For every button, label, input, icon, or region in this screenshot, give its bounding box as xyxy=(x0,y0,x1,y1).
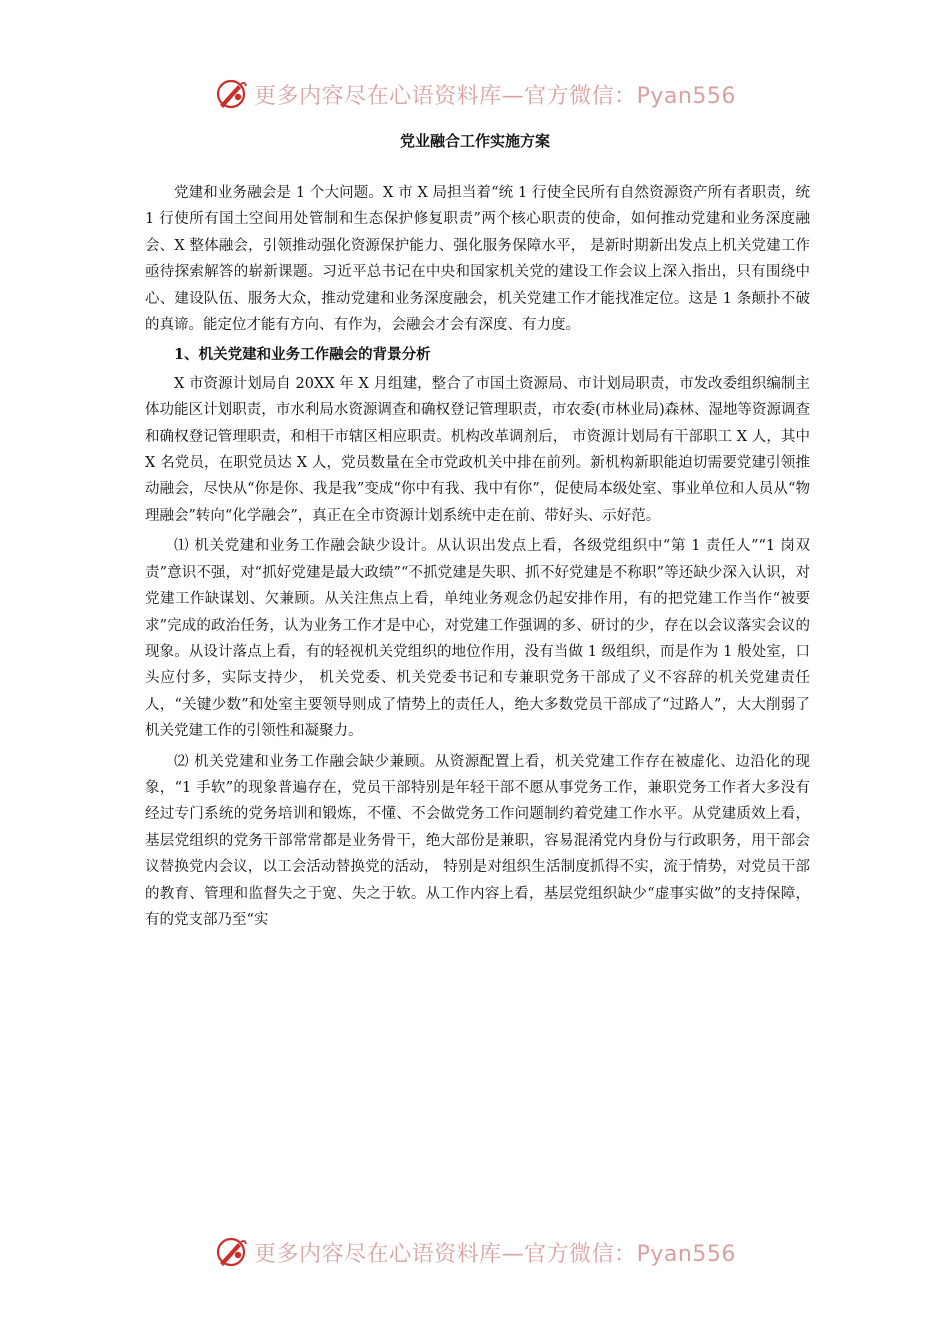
watermark-banner-bottom xyxy=(0,1232,950,1272)
watermark-banner-top xyxy=(0,74,950,114)
document-body xyxy=(145,180,810,933)
point-2-paragraph: ⑵ 机关党建和业务工作融会缺少兼顾。从资源配置上看，机关党建工作存在被虚化、边沿化的现象，“1 手软”的现象普遍存在，党员干部特别是年轻干部不愿从事党务工作，兼职党务工作者大多没有经过专门系统的党务培训和锻炼，不懂、不会做党务工作问题制约着党建工作水平。从党建质效上看，基层党组织的党务干部常常都是业务骨干，绝大部份是兼职，容易混淆党内身份与行政职务，用干部会议替换党内会议，以工会活动替换党的活动， 特别是对组织生活制度抓得不实，流于情势，对党员干部的教育、管理和监督失之于宽、失之于软。从工作内容上看，基层党组织缺少“虚事实做”的支持保障，有的党支部乃至“实 xyxy=(145,753,810,928)
intro-paragraph: 党建和业务融会是 1 个大问题。X 市 X 局担当着“统 1 行使全民所有自然资源资产所有者职责，统 1 行使所有国土空间用处管制和生态保护修复职责”两个核心职责的使命，如何推动党建和业务深度融会、X 整体融会，引领推动强化资源保护能力、强化服务保障水平， 是新时期新出发点上机关党建工作亟待探索解答的崭新课题。习近平总书记在中央和国家机关党的建设工作会议上深入指出，只有围绕中心、建设队伍、服务大众，推动党建和业务深度融会，机关党建工作才能找准定位。这是 1 条颠扑不破的真谛。能定位才能有方向、有作为，会融会才会有深度、有力度。 xyxy=(145,185,810,334)
red-pen-circle-logo-icon xyxy=(214,77,248,111)
document-title: 党业融合工作实施方案 xyxy=(399,132,550,150)
watermark-text: 更多内容尽在心语资料库—官方微信：Pyan556 xyxy=(254,1241,736,1267)
watermark-text: 更多内容尽在心语资料库—官方微信：Pyan556 xyxy=(254,83,736,109)
section-heading: 1、机关党建和业务工作融会的背景分析 xyxy=(174,346,431,364)
red-pen-circle-logo-icon xyxy=(214,1235,248,1269)
point-1-paragraph: ⑴ 机关党建和业务工作融会缺少设计。从认识出发点上看，各级党组织中“第 1 责任人”“1 岗双责”意识不强，对“抓好党建是最大政绩”“不抓党建是失职、抓不好党建是不称职”等还缺少深入认识，对党建工作缺谋划、欠兼顾。从关注焦点上看，单纯业务观念仍起安排作用，有的把党建工作当作“被要求”完成的政治任务，认为业务工作才是中心，对党建工作强调的多、研讨的少，存在以会议落实会议的现象。从设计落点上看，有的轻视机关党组织的地位作用，没有当做 1 级组织，而是作为 1 般处室，口头应付多，实际支持少， 机关党委、机关党委书记和专兼职党务干部成了义不容辞的机关党建责任人，“关键少数”和处室主要领导则成了情势上的责任人，绝大多数党员干部成了“过路人”，大大削弱了机关党建工作的引领性和凝聚力。 xyxy=(145,538,810,740)
background-paragraph: X 市资源计划局自 20XX 年 X 月组建，整合了市国土资源局、市计划局职责，市发改委组织编制主体功能区计划职责，市水利局水资源调查和确权登记管理职责，市农委(市林业局)森林、湿地等资源调查和确权登记管理职责，和相干市辖区相应职责。机构改革调剂后， 市资源计划局有干部职工 X 人，其中 X 名党员，在职党员达 X 人，党员数量在全市党政机关中排在前列。新机构新职能迫切需要党建引领推动融会，尽快从“你是你、我是我”变成“你中有我、我中有你”，促使局本级处室、事业单位和人员从“物理融会”转向“化学融会”，真正在全市资源计划系统中走在前、带好头、示好范。 xyxy=(145,375,810,524)
